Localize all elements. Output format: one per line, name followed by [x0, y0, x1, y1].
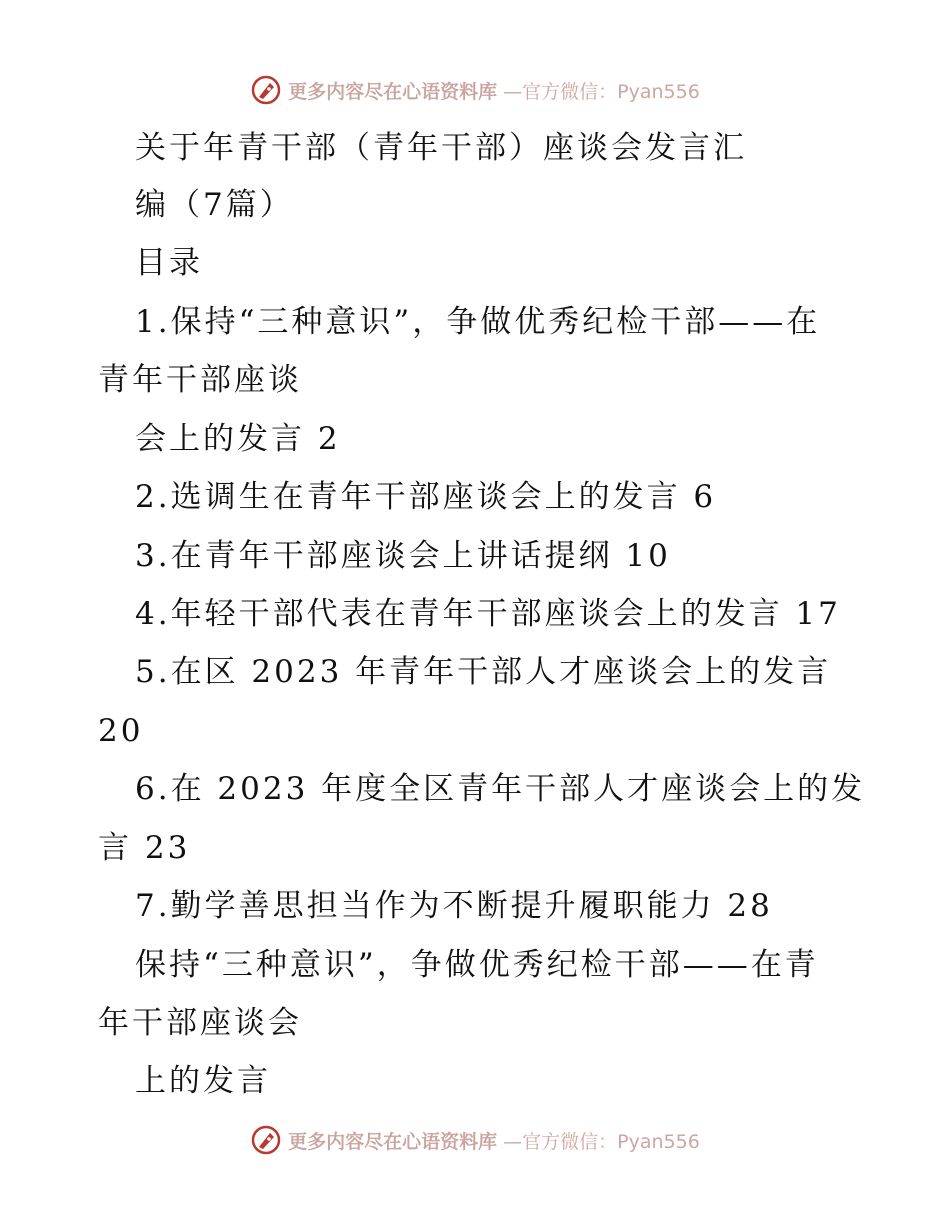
section-title-line-1: 保持“三种意识”，争做优秀纪检干部——在青	[135, 947, 819, 983]
toc-item-1-line-3: 会上的发言 2	[135, 421, 341, 457]
watermark-brand: 更多内容尽在心语资料库	[288, 1130, 498, 1153]
toc-item-3: 3.在青年干部座谈会上讲话提纲 10	[135, 538, 671, 574]
toc-item-5-line-1: 5.在区 2023 年青年干部人才座谈会上的发言	[135, 654, 832, 690]
pen-nib-circle-icon	[250, 1124, 282, 1156]
toc-item-1-line-2: 青年干部座谈	[98, 362, 302, 398]
toc-item-6-line-1: 6.在 2023 年度全区青年干部人才座谈会上的发	[135, 771, 866, 807]
watermark-contact: —官方微信：Pyan556	[503, 80, 700, 103]
toc-item-4: 4.年轻干部代表在青年干部座谈会上的发言 17	[135, 596, 841, 632]
watermark-contact: —官方微信：Pyan556	[503, 1130, 700, 1153]
toc-item-6-line-2: 言 23	[98, 830, 191, 866]
watermark-brand: 更多内容尽在心语资料库	[288, 80, 498, 103]
section-title-line-2: 年干部座谈会	[98, 1005, 302, 1041]
toc-item-7: 7.勤学善思担当作为不断提升履职能力 28	[135, 888, 773, 924]
watermark-banner-top	[0, 70, 950, 110]
pen-nib-circle-icon	[250, 74, 282, 106]
toc-item-2: 2.选调生在青年干部座谈会上的发言 6	[135, 479, 717, 515]
document-title-line-1: 关于年青干部（青年干部）座谈会发言汇	[135, 130, 747, 166]
toc-heading: 目录	[135, 245, 203, 281]
toc-item-1-line-1: 1.保持“三种意识”，争做优秀纪检干部——在	[135, 304, 821, 340]
document-title-line-2: 编（7篇）	[135, 187, 294, 223]
section-title-line-3: 上的发言	[135, 1063, 271, 1099]
watermark-banner-bottom	[0, 1120, 950, 1160]
toc-item-5-line-2: 20	[98, 713, 144, 749]
